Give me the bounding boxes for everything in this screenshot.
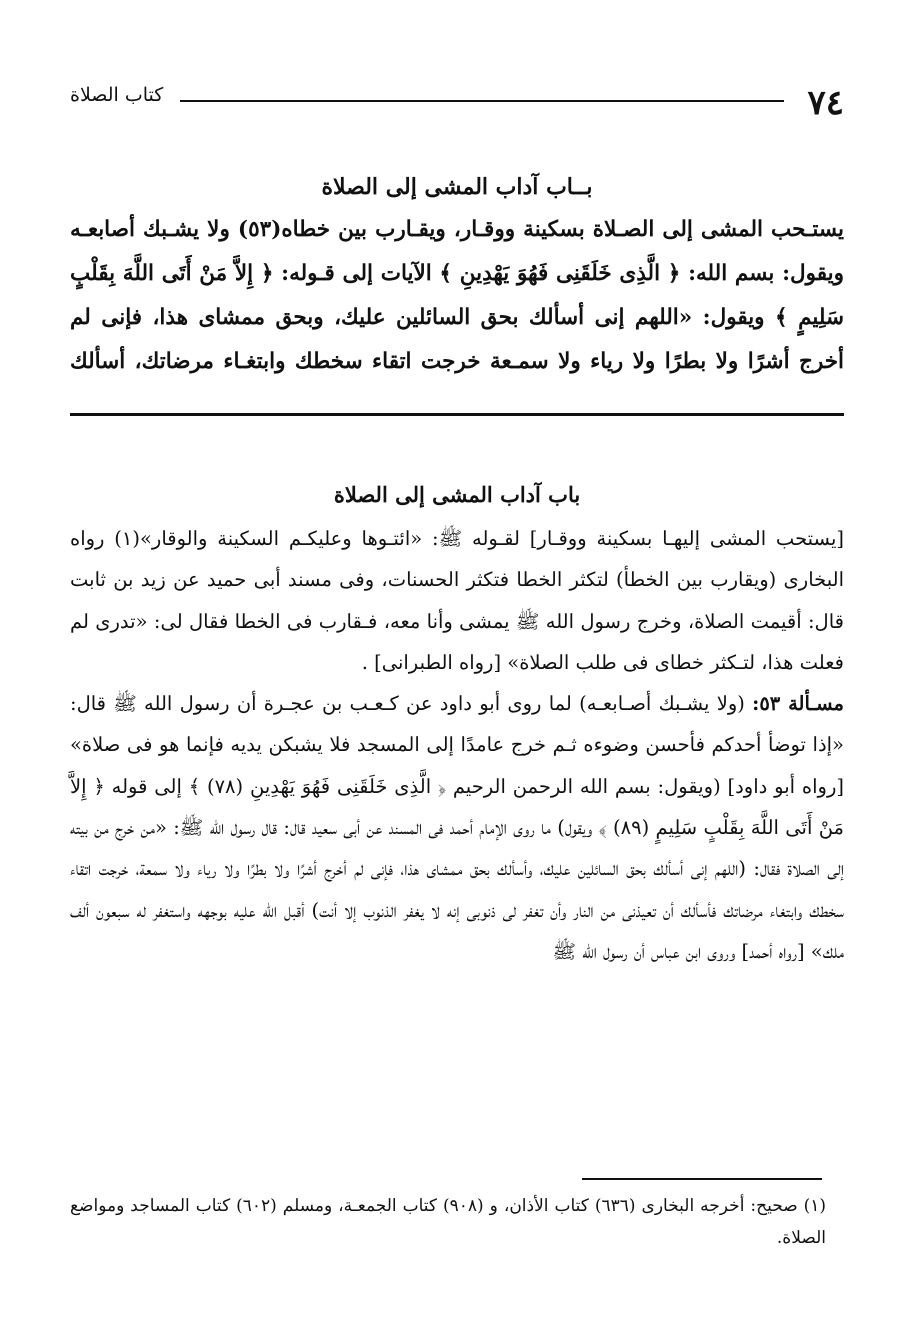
matn-block xyxy=(70,170,844,384)
running-title: كتاب الصلاة xyxy=(70,84,164,106)
header-rule xyxy=(180,100,784,102)
matn-paragraph: يستـحب المشى إلى الصـلاة بسكينة ووقـار، ويقـارب بين خطاه(٥٣) ولا يشـبك أصابعـه ويقول: بسم الله: ﴿ الَّذِى خَلَقَنِى فَهُوَ يَهْدِينِ ﴾ الآيات إلى قـوله: ﴿ إِلاَّ مَنْ أَتَى اللَّهَ بِقَلْبٍ سَلِيمٍ ﴾ ويقول: «اللهم إنى أسألك بحق السائلين عليك، وبحق ممشاى هذا، فإنى لم أخرج أشرًا ولا بطرًا ولا رياء ولا سمـعة خرجت اتقاء سخطك وابتغـاء مرضاتك، أسألك xyxy=(70,217,844,374)
footnote-divider xyxy=(582,1178,822,1180)
sharh-heading: باب آداب المشى إلى الصلاة xyxy=(333,482,581,507)
sharh-paragraph-2-text: (ولا يشـبك أصـابعـه) لما روى أبو داود عن كـعـب بن عجـرة أن رسول الله ﷺ قال: «إذا توضأ أحدكم فأحسن وضوءه ثـم خرج عامدًا إلى المسجد فلا يشبكن يديه فإنما هو فى صلاة» [رواه أبو داود] (ويقول: بسم الله الرحمن الرحيم ﴿ الَّذِى خَلَقَنِى فَهُوَ يَهْدِينِ (٧٨) ﴾ إلى قوله ﴿ إِلاَّ مَنْ أَتَى اللَّهَ بِقَلْبٍ سَلِيمٍ (٨٩) ﴾ ويقول) ما روى الإمام أحمد فى المسند عن أبى سعيد قال: قال رسول الله ﷺ: «من خرج من بيته إلى الصلاة فقال: (اللهم إنى أسألك بحق السائلين عليك، وأسألك بحق ممشاى هذا، فإنى لم أخرج أشرًا ولا بطرًا ولا رياء ولا سمعة، خرجت اتقاء سخطك وابتغاء مرضاتك فأسألك أن تعيذنى من النار وأن تغفر لى ذنوبى إنه لا يغفر الذنوب إلا أنت) أقبل الله عليه بوجهه واستغفر له سبعون ألف ملك» [رواه أحمد] وروى ابن عباس أن رسول الله ﷺ xyxy=(70,692,844,963)
sharh-paragraph-1: [يستحب المشى إليهـا بسكينة ووقـار] لقـوله ﷺ: «ائتـوها وعليكـم السكينة والوقار»(١) رواه البخارى (ويقارب بين الخطأ) لتكثر الخطا فتكثر الحسنات، وفى مسند أبى حميد عن زيد بن ثابت قال: أقيمت الصلاة، وخرج رسول الله ﷺ يمشى وأنا معه، فـقارب فى الخطا فقال لى: «تدرى لم فعلت هذا، لتـكثر خطاى فى طلب الصلاة» [رواه الطبرانى] . xyxy=(70,527,844,674)
page-number: ٧٤ xyxy=(807,83,844,123)
running-header xyxy=(70,80,844,123)
matn-heading: بــاب آداب المشى إلى الصلاة xyxy=(321,174,593,200)
matn-divider xyxy=(70,413,844,416)
footnote: (١) صحيح: أخرجه البخارى (٦٣٦) كتاب الأذان، و (٩٠٨) كتاب الجمعـة، ومسلم (٦٠٢) كتاب المساجد ومواضع الصلاة. xyxy=(70,1196,827,1248)
sharh-paragraph-2 xyxy=(70,683,844,972)
sharh-block xyxy=(70,478,844,972)
masala-label: مسـألة ٥٣: xyxy=(752,692,844,716)
